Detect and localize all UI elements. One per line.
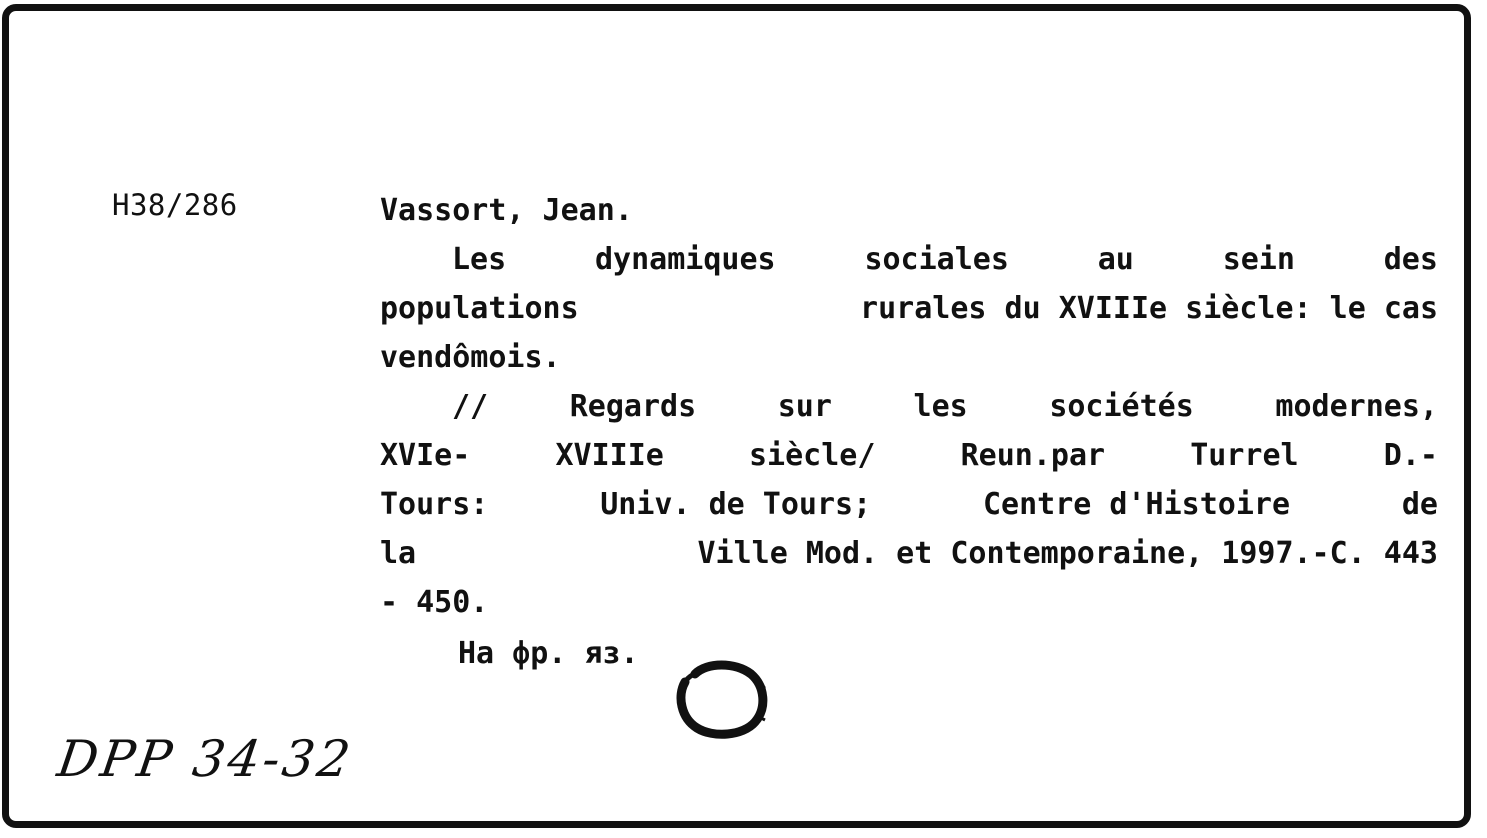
language-note: На фр. яз. xyxy=(458,636,639,671)
word: populations xyxy=(380,291,579,326)
host-line-2 xyxy=(380,431,1438,480)
word: D.- xyxy=(1383,438,1438,473)
word: des xyxy=(1383,242,1438,277)
word: modernes, xyxy=(1275,389,1438,424)
host-line-3 xyxy=(380,480,1438,529)
word: sociétés xyxy=(1049,389,1194,424)
pages-end: - 450. xyxy=(380,585,489,620)
word: Reun.par xyxy=(960,438,1106,473)
word: la xyxy=(380,536,417,571)
word: sein xyxy=(1222,242,1295,277)
word: rurales du XVIIIe siècle: le cas xyxy=(860,291,1438,326)
word: sociales xyxy=(864,242,1009,277)
word: // xyxy=(452,389,489,424)
word: Les xyxy=(452,242,507,277)
word: sur xyxy=(777,389,832,424)
word: Ville Mod. et Contemporaine, 1997.-C. 443 xyxy=(697,536,1438,571)
title-end: vendômois. xyxy=(380,340,561,375)
word: de xyxy=(1401,487,1438,522)
host-line-4 xyxy=(380,529,1438,578)
word: XVIIIe xyxy=(555,438,664,473)
word: Regards xyxy=(569,389,697,424)
word: au xyxy=(1097,242,1134,277)
word: XVIe- xyxy=(380,438,471,473)
title-line-2 xyxy=(380,284,1438,333)
word: les xyxy=(913,389,968,424)
author: Vassort, Jean. xyxy=(380,193,633,228)
word: Centre d'Histoire xyxy=(982,487,1291,522)
word: Tours: xyxy=(380,487,489,522)
word: Turrel xyxy=(1190,438,1299,473)
title-line-1 xyxy=(380,235,1438,284)
word: dynamiques xyxy=(595,242,776,277)
word: siècle/ xyxy=(749,438,876,473)
call-number: H38/286 xyxy=(112,188,238,222)
host-line-1 xyxy=(380,382,1438,431)
word: Univ. de Tours; xyxy=(600,487,872,522)
punch-hole-icon xyxy=(673,660,769,740)
handwritten-shelfmark: DPP 34-32 xyxy=(53,730,357,788)
bibliographic-entry xyxy=(380,186,1438,678)
